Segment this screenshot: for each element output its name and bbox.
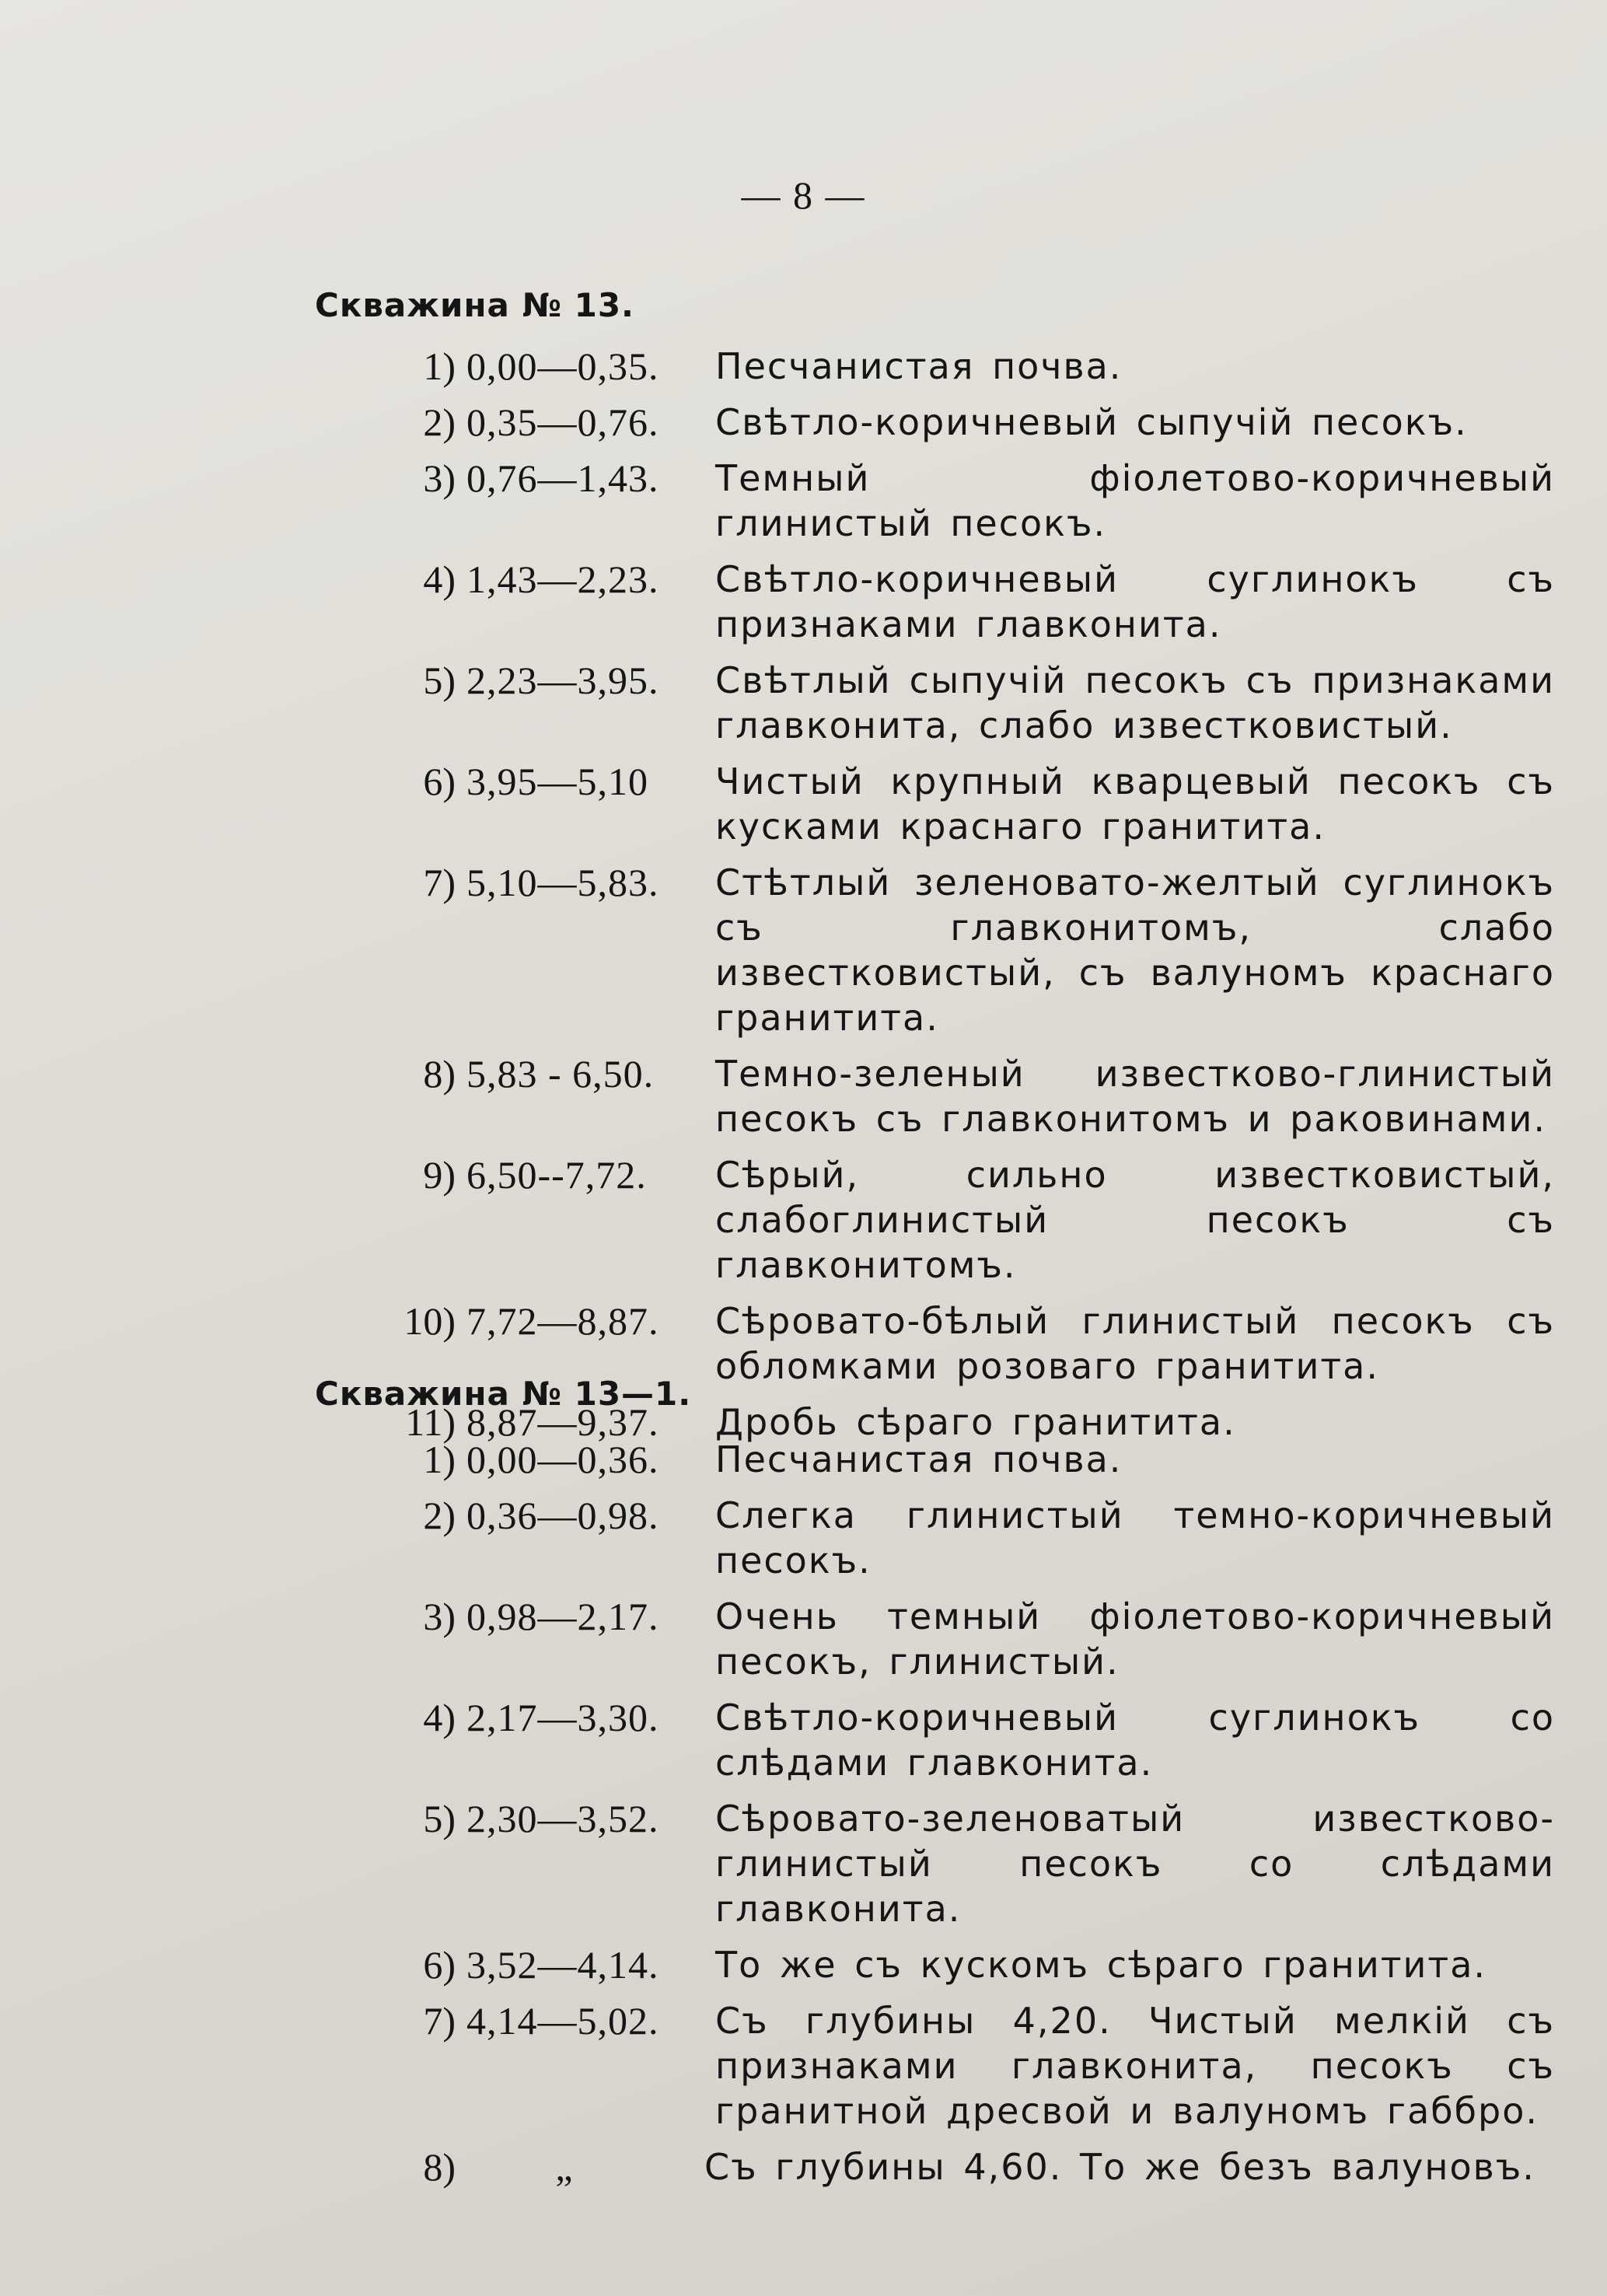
list-item — [365, 1998, 1555, 2133]
layer-description: Свѣтло-коричневый суглинокъ съ признаками главконита. — [715, 558, 1555, 645]
entry-number: 7) — [423, 861, 456, 904]
entry-number: 11) — [405, 1400, 456, 1444]
entry-number: 1) — [423, 344, 456, 388]
layer-description: Свѣтлый сыпучій песокъ съ признаками главконита, слабо известковистый. — [715, 659, 1555, 746]
layer-description: Свѣтло-коричневый сыпучій песокъ. — [715, 401, 1468, 443]
entry-number: 10) — [403, 1299, 456, 1343]
list-item — [365, 400, 1555, 445]
layer-description: Очень темный фіолетово-коричневый песокъ, глинистый. — [715, 1595, 1555, 1683]
entry-number: 9) — [423, 1153, 456, 1197]
entry-number: 1) — [423, 1438, 456, 1481]
list-item — [365, 1695, 1555, 1785]
entry-number: 4) — [423, 557, 456, 601]
layer-description: Песчанистая почва. — [715, 1438, 1123, 1480]
section-heading-borehole-13-1: Скважина № 13—1. — [315, 1375, 692, 1413]
layer-description: Песчанистая почва. — [715, 345, 1123, 387]
entries-borehole-13 — [365, 344, 1555, 1456]
depth-range: 3,52—4,14. — [466, 1943, 659, 1987]
depth-range: 0,35—0,76. — [466, 400, 659, 444]
list-item — [365, 557, 1555, 647]
entry-number: 8) — [423, 2145, 456, 2189]
list-item — [365, 1942, 1555, 1987]
entry-number: 2) — [423, 1494, 456, 1537]
entries-borehole-13-1 — [365, 1437, 1555, 2200]
depth-range: 3,95—5,10 — [466, 760, 648, 803]
layer-description: Слегка глинистый темно-коричневый песокъ. — [715, 1494, 1555, 1581]
layer-description: Темно-зеленый известково-глинистый песокъ съ главконитомъ и раковинами. — [715, 1053, 1555, 1140]
list-item — [365, 860, 1555, 1040]
list-item — [365, 1796, 1555, 1931]
list-item — [365, 1594, 1555, 1684]
list-item — [365, 658, 1555, 748]
depth-range: „ — [555, 2145, 574, 2189]
entry-number: 5) — [423, 659, 456, 702]
depth-range: 0,00—0,36. — [466, 1438, 659, 1481]
entry-number: 2) — [423, 400, 456, 444]
list-item — [365, 344, 1555, 389]
depth-range: 1,43—2,23. — [466, 557, 659, 601]
list-item — [365, 759, 1555, 849]
list-item — [365, 1493, 1555, 1583]
depth-range: 0,36—0,98. — [466, 1494, 659, 1537]
layer-description: Стѣтлый зеленовато-желтый суглинокъ съ главконитомъ, слабо известковистый, съ валуномъ краснаго гранитита. — [715, 861, 1555, 1039]
entry-number: 8) — [423, 1052, 456, 1096]
layer-description: Съ глубины 4,60. То же безъ валуновъ. — [704, 2146, 1535, 2188]
list-item — [365, 1051, 1555, 1141]
entry-number: 5) — [423, 1797, 456, 1840]
entry-number: 4) — [423, 1696, 456, 1739]
depth-range: 0,00—0,35. — [466, 344, 659, 388]
layer-description: Чистый крупный кварцевый песокъ съ кусками краснаго гранитита. — [715, 760, 1555, 847]
layer-description: Темный фіолетово-коричневый глинистый песокъ. — [715, 457, 1555, 544]
layer-description: Съ глубины 4,20. Чистый мелкій съ признаками главконита, песокъ съ гранитной дресвой и валуномъ габбро. — [715, 2000, 1555, 2132]
depth-range: 0,98—2,17. — [466, 1595, 659, 1638]
list-item — [365, 2144, 1555, 2189]
depth-range: 2,23—3,95. — [466, 659, 659, 702]
depth-range: 2,30—3,52. — [466, 1797, 659, 1840]
entry-number: 3) — [423, 456, 456, 500]
entry-number: 7) — [423, 1999, 456, 2043]
list-item — [365, 1437, 1555, 1482]
layer-description: Сѣровато-зеленоватый известково-глинистый песокъ со слѣдами главконита. — [715, 1798, 1555, 1930]
depth-range: 0,76—1,43. — [466, 456, 659, 500]
entry-number: 6) — [423, 1943, 456, 1987]
depth-range: 5,10—5,83. — [466, 861, 659, 904]
depth-range: 6,50--7,72. — [466, 1153, 647, 1197]
depth-range: 2,17—3,30. — [466, 1696, 659, 1739]
depth-range: 7,72—8,87. — [466, 1299, 659, 1343]
section-heading-borehole-13: Скважина № 13. — [315, 286, 635, 324]
list-item — [365, 1152, 1555, 1288]
entry-number: 3) — [423, 1595, 456, 1638]
list-item — [365, 456, 1555, 546]
depth-range: 4,14—5,02. — [466, 1999, 659, 2043]
layer-description: Дробь сѣраго гранитита. — [715, 1401, 1236, 1443]
entry-number: 6) — [423, 760, 456, 803]
depth-range: 5,83 - 6,50. — [466, 1052, 655, 1096]
page-number: — 8 — — [741, 173, 866, 217]
layer-description: То же съ кускомъ сѣраго гранитита. — [715, 1944, 1487, 1986]
layer-description: Сѣровато-бѣлый глинистый песокъ съ обломками розоваго гранитита. — [715, 1300, 1555, 1387]
layer-description: Свѣтло-коричневый суглинокъ со слѣдами главконита. — [715, 1697, 1555, 1784]
depth-range: 8,87—9,37. — [466, 1400, 659, 1444]
layer-description: Сѣрый, сильно известковистый, слабоглинистый песокъ съ главконитомъ. — [715, 1154, 1555, 1286]
